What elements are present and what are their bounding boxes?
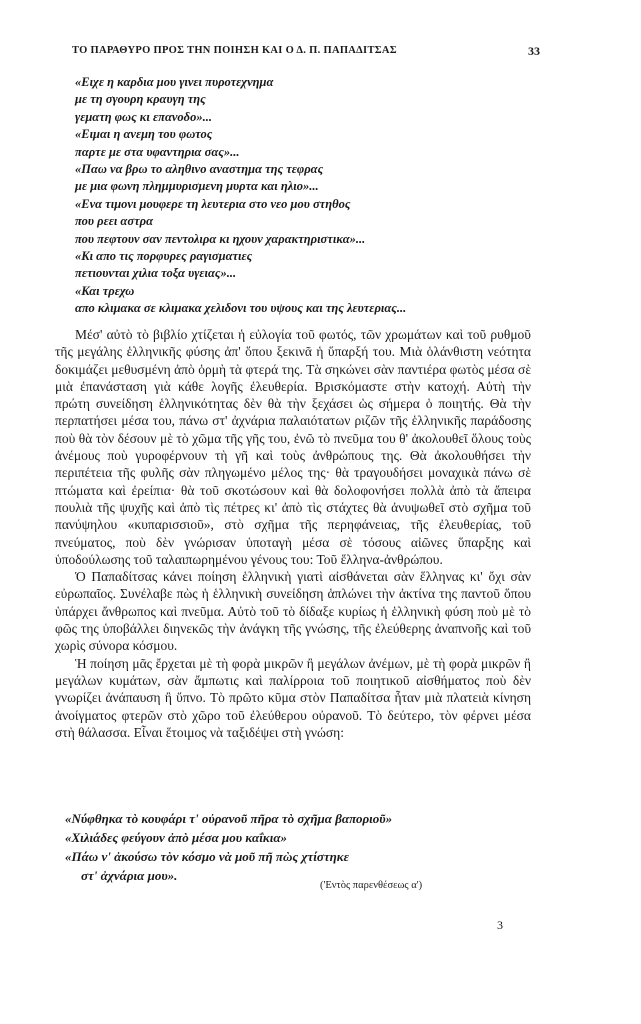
poem-line: «Κι απο τις πορφυρες ραγισματιες bbox=[75, 249, 253, 264]
poem-line: που ρεει αστρα bbox=[75, 214, 153, 229]
running-title: ΤΟ ΠΑΡΑΘΥΡΟ ΠΡΟΣ ΤΗΝ ΠΟΙΗΣΗ ΚΑΙ Ο Δ. Π. ΠΑΠΑΔΙΤΣΑΣ bbox=[72, 45, 397, 56]
poem-line: γεματη φως κι επανοδο»... bbox=[75, 109, 212, 124]
poem-excerpt bbox=[75, 74, 535, 318]
poem-line: που πεφτουν σαν πεντολιρα κι ηχουν χαρακτηριστικα»... bbox=[75, 231, 366, 246]
poem-line: «Ειχε η καρδια μου γινει πυροτεχνημα bbox=[75, 75, 274, 89]
poem-line: «Ενα τιμονι μουφερε τη λευτερια στο νεο μου στηθος bbox=[75, 196, 351, 211]
quote-line: «Πάω ν' ἀκούσω τὸν κόσμο νὰ μοῦ πῆ πὼς χτίστηκε bbox=[65, 849, 350, 864]
paragraph: Ἡ ποίηση μᾶς ἔρχεται μὲ τὴ φορὰ μικρῶν ἢ μεγάλων ἀνέμων, μὲ τὴ φορὰ μικρῶν ἢ μεγάλων κυμάτων, σὰν ἄμπωτις καὶ παλίρροια τοῦ ποιητικοῦ αἰσθήματος ποὺ δὲν γνωρίζει ἀνάπαυση ἢ ὕπνο. Τὸ πρῶτο κῦμα στὸν Παπαδίτσα ἦταν μιὰ πλατειὰ κίνηση ἀνοίγματος φτερῶν στὸ χῶρο τοῦ ἐλεύθερου οὐρανοῦ. Τὸ δεύτερο, τὸν φέρνει μέσα στὴ θάλασσα. Εἶναι ἕτοιμος νὰ ταξιδέψει στὴ γνώση: bbox=[55, 655, 531, 740]
poem-line: πετιουνται χιλια τοξα υγειας»... bbox=[75, 266, 237, 281]
poem-line: με τη σγουρη κραυγη της bbox=[75, 92, 206, 107]
quote-line: «Νύφθηκα τὸ κουφάρι τ' οὐρανοῦ πῆρα τὸ σχῆμα βαποριοῦ» bbox=[65, 811, 393, 826]
poem-line: «Και τρεχω bbox=[75, 283, 135, 298]
quoted-verses bbox=[65, 809, 535, 885]
poem-line: απο κλιμακα σε κλιμακα χελιδονι του υψους και της λευτεριας... bbox=[75, 301, 407, 316]
poem-line: «Παω να βρω το αληθινο αναστημα της τεφρας bbox=[75, 162, 324, 177]
paragraph: Μέσ' αὐτὸ τὸ βιβλίο χτίζεται ἡ εὐλογία τοῦ φωτός, τῶν χρωμάτων καὶ τοῦ ρυθμοῦ τῆς μεγάλης ἑλληνικῆς φύσης ἀπ' ὅπου ξεκινᾶ ἡ ὕπαρξή του. Μιὰ ὁλάνθιστη νεότητα δοκιμάζει μεθυσμένη ἀπὸ ὁρμὴ τὰ φτερά της. Τὰ σηκώνει σὰν παντιέρα φωτὸς μέσα σὲ μιὰ ἐπανάσταση γιὰ κάθε λογῆς ἐλευθερία. Βρισκόμαστε στὴν κατοχή. Αὐτὴ τὴν πρώτη συνείδηση ἑλληνικότητας δὲν θὰ τὴν ξεχάσει ὡς σήμερα ὁ ποιητής. Θὰ τὴν περπατήσει μέσα του, πάνω στ' ἀχνάρια παλαιότατων ριζῶν τῆς ἑλληνικῆς παράδοσης ποὺ θὰ τὸν δέσουν μὲ τὸ χῶμα τῆς γῆς του, ἐνῶ τὸ πνεῦμα του θ' ἀκολουθεῖ ὅλους τοὺς ἀνέμους ποὺ γυροφέρνουν τὴ γῆ καὶ τοὺς ἀνθρώπους της. Θὰ ἀκολουθήσει τὴν περιπέτεια τῆς φυλῆς σὰν πληγωμένο μέλος της· θὰ τραγουδήσει μοναχικὰ πάνω σὲ πτώματα καὶ ἐρείπια· θὰ τοῦ σκοτώσουν καὶ θὰ δολοφονήσει πολλὰ ἀπὸ τὰ ἄπειρα πουλιὰ τῆς ψυχῆς καὶ ἀπὸ τὶς πέτρες κι' ἀπὸ τὶς στάχτες θὰ ἀνυψωθεῖ στὸ σχῆμα τοῦ πανύψηλου «κυπαρισσιοῦ», στὸ σχῆμα τῆς περηφάνειας, τῆς ἐλευθερίας, τοῦ πνεύματος, ποὺ δὲν γνώρισαν ὑποταγὴ μέσα σὲ τόσους αἰῶνες ὕπαρξης καὶ ὑποδούλωσης τοῦ ταλαιπωρημένου γένους του: Τοῦ ἕλληνα-ἀνθρώπου. bbox=[55, 327, 531, 567]
quote-line: «Χιλιάδες φεύγουν ἀπὸ μέσα μου καΐκια» bbox=[65, 830, 288, 845]
source-citation: ('Εντὸς παρενθέσεως α') bbox=[320, 880, 423, 891]
folio-number: 3 bbox=[497, 918, 503, 932]
body-text bbox=[55, 326, 531, 741]
paragraph: Ὁ Παπαδίτσας κάνει ποίηση ἑλληνικὴ γιατὶ αἰσθάνεται σὰν ἕλληνας κι' ὄχι σὰν εὐρωπαῖος. Συνέλαβε πὼς ἡ ἑλληνικὴ συνείδηση ἁπλώνει τὴν ἀκτίνα της παντοῦ ὅπου ὑπάρχει ἄνθρωπος καὶ πνεῦμα. Αὐτὸ τοῦ τὸ δίδαξε κυρίως ἡ ἑλληνικὴ φύση ποὺ μὲ τὸ φῶς της ὑποβάλλει διηνεκῶς τὴν ἀνάγκη τῆς γνώσης, τῆς ἐλεύθερης ἀναπνοῆς καὶ τοῦ χωρὶς σύνορα κόσμου. bbox=[55, 569, 531, 654]
poem-line: «Ειμαι η ανεμη του φωτος bbox=[75, 127, 213, 142]
page-number: 33 bbox=[528, 44, 540, 58]
quote-line: στ' ἀχνάρια μου». bbox=[81, 868, 178, 883]
poem-line: παρτε με στα υφαντηρια σας»... bbox=[75, 144, 240, 159]
poem-line: με μια φωνη πλημμυρισμενη μυρτα και ηλιο»... bbox=[75, 179, 319, 194]
